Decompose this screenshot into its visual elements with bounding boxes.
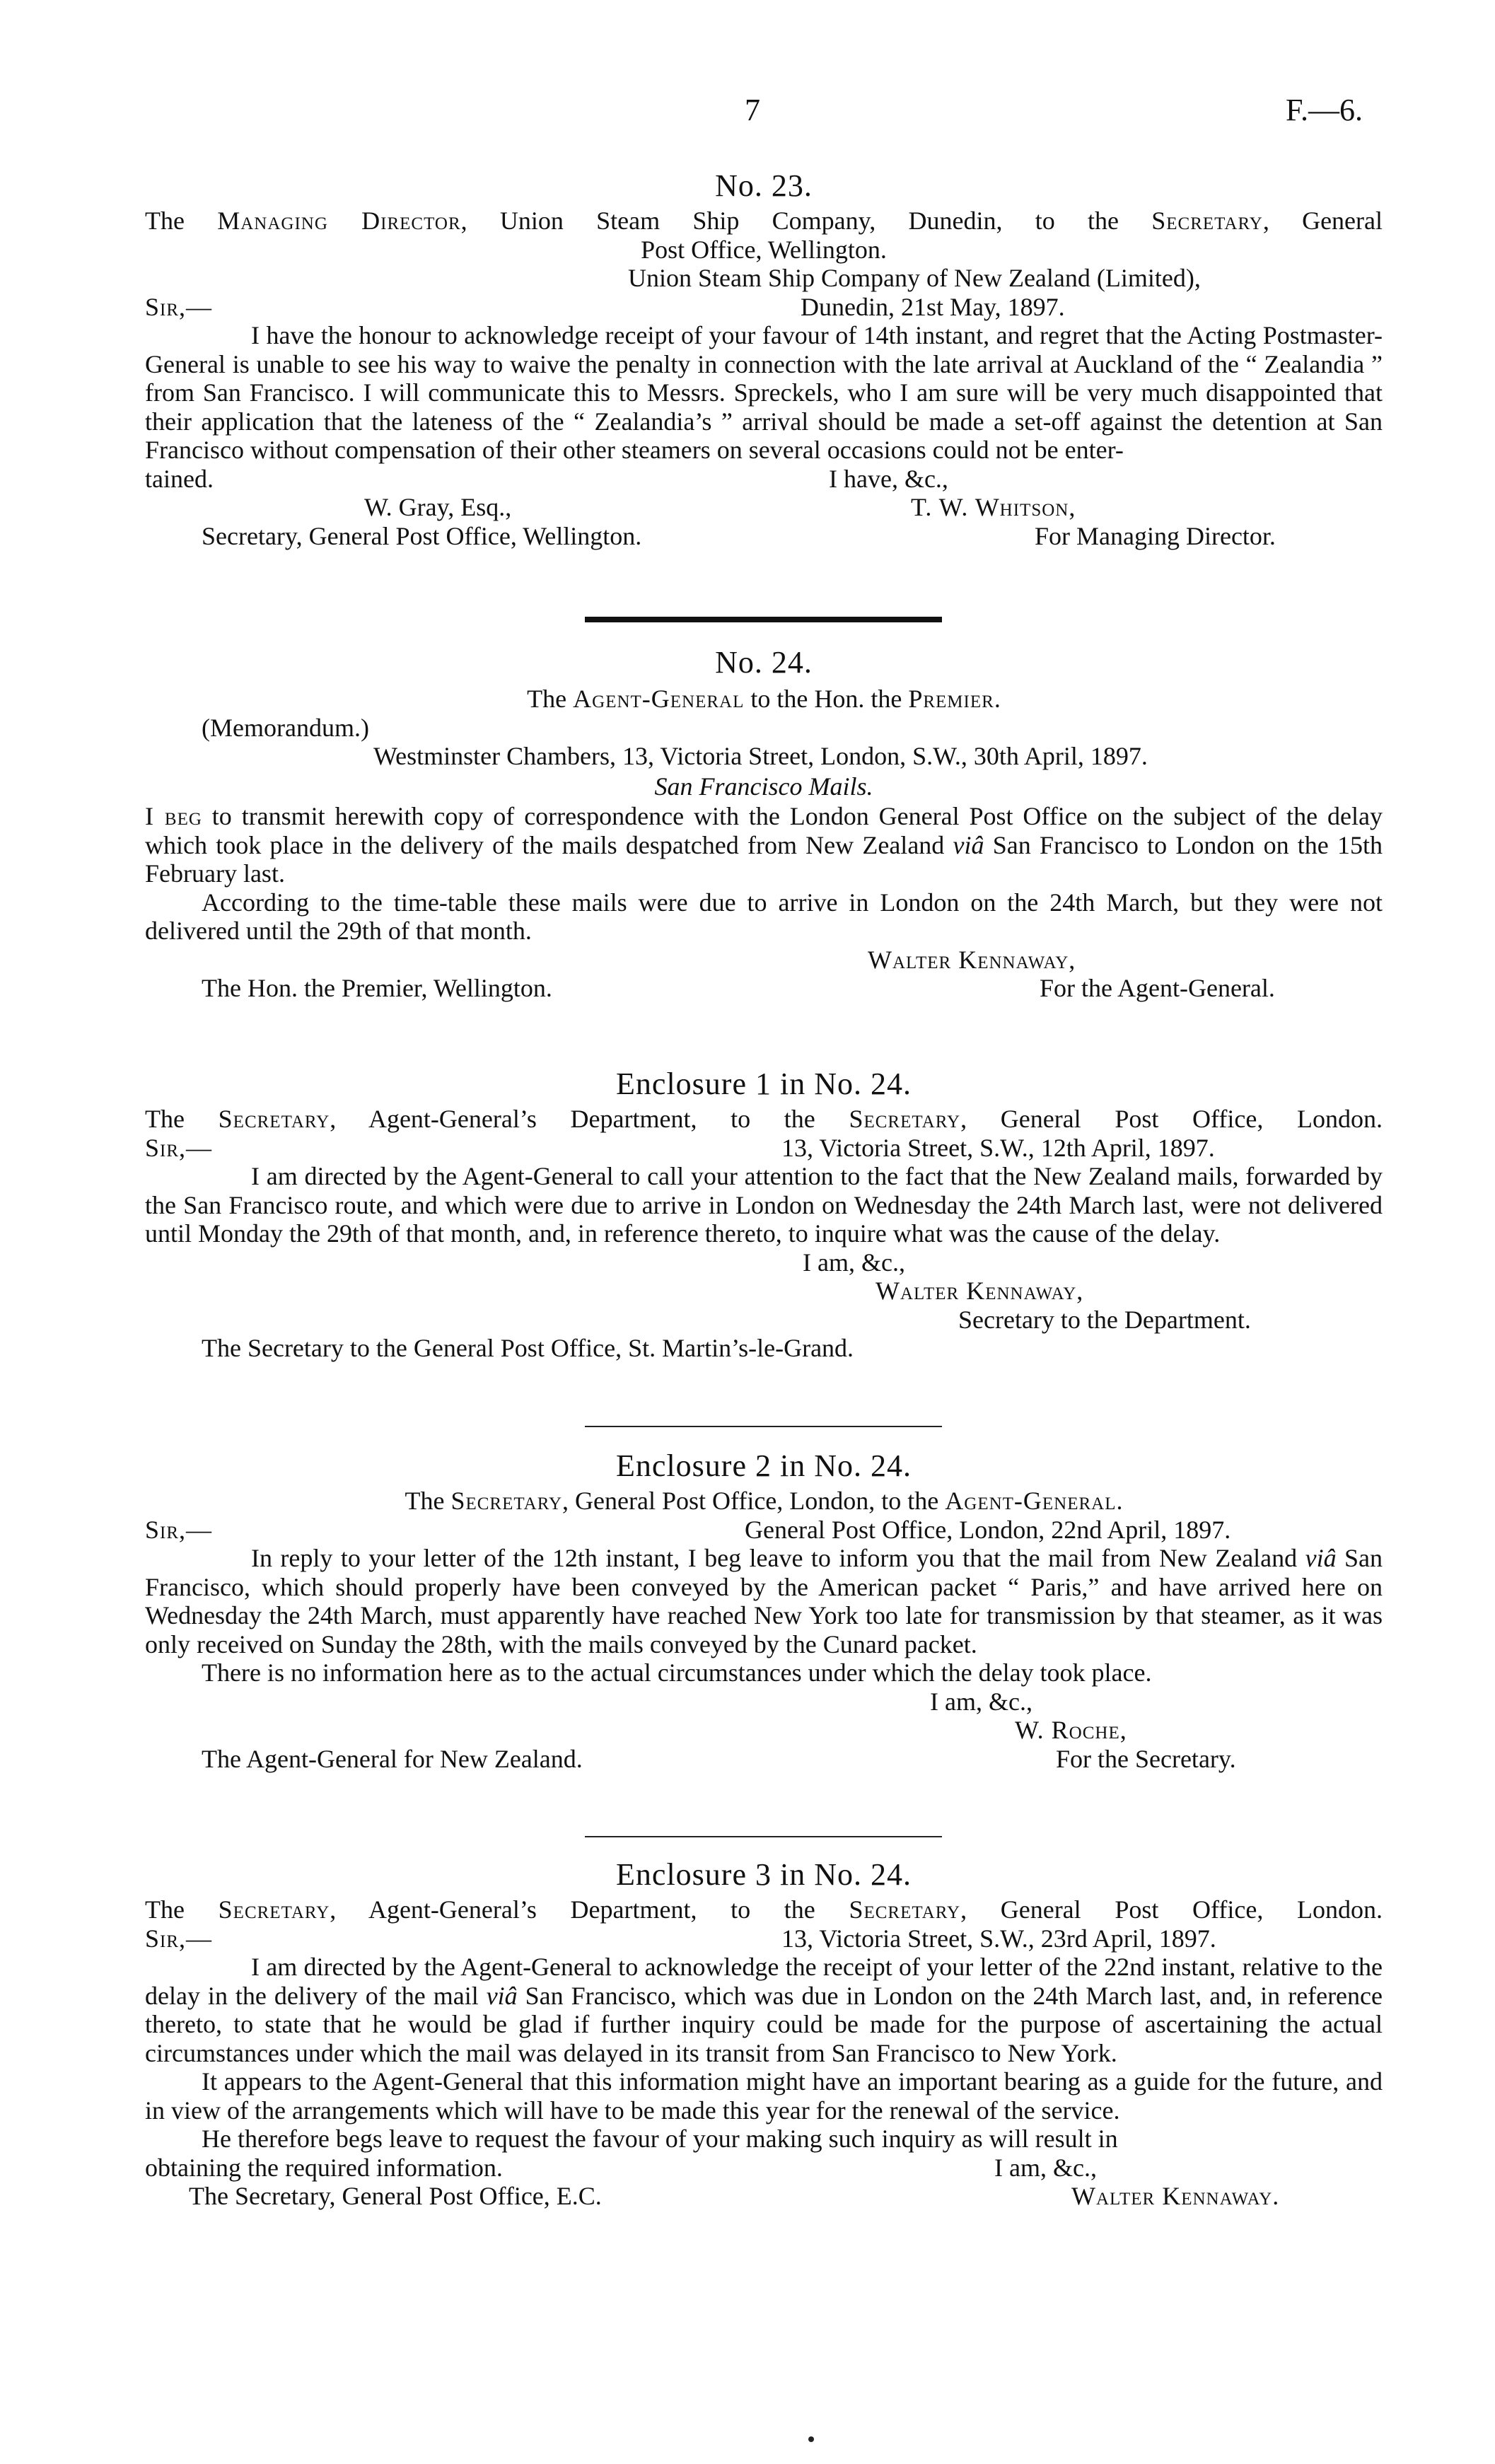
signatory: W. Roche,: [1015, 1716, 1127, 1744]
section-divider-thick: [585, 617, 942, 622]
letter-heading: The Secretary, General Post Office, London, to the Agent-General.: [405, 1487, 1123, 1515]
letter-body-end: obtaining the required information.: [145, 2153, 503, 2182]
section-title: No. 24.: [715, 645, 813, 680]
signatory: Walter Kennaway,: [876, 1277, 1084, 1305]
letter-heading: The Managing Director, Union Steam Ship Company, Dunedin, to the Secretary, General: [145, 207, 1383, 235]
letter-body-p2: There is no information here as to the actual circumstances under which the delay took place.: [202, 1658, 1152, 1687]
signatory: T. W. Whitson,: [911, 493, 1076, 521]
salutation: Sir,—: [145, 1133, 213, 1162]
addressee: The Secretary to the General Post Office, St. Martin’s-le-Grand.: [202, 1334, 854, 1362]
signatory: Walter Kennaway.: [1071, 2182, 1280, 2210]
memo-subject: San Francisco Mails.: [654, 772, 873, 801]
addressee: The Hon. the Premier, Wellington.: [202, 974, 552, 1002]
closing: I am, &c.,: [930, 1687, 1032, 1716]
letter-heading-line2: Post Office, Wellington.: [641, 235, 887, 264]
letter-heading: The Secretary, Agent-General’s Department, to the Secretary, General Post Office, London.: [145, 1105, 1383, 1133]
section-title: Enclosure 3 in No. 24.: [616, 1857, 912, 1892]
letter-heading: The Secretary, Agent-General’s Department, to the Secretary, General Post Office, London.: [145, 1895, 1383, 1924]
signatory-title: For the Secretary.: [1056, 1744, 1236, 1773]
enclosure-1: [145, 1067, 1383, 1363]
address-line: Westminster Chambers, 13, Victoria Street, London, S.W., 30th April, 1897.: [373, 742, 1148, 770]
page-dot-mark: [808, 2436, 814, 2442]
letter-body: In reply to your letter of the 12th instant, I beg leave to inform you that the mail from New Zealand viâ San Francisco, which should properly have been conveyed by the American packet “ Paris,” and have arrived here on Wednesday the 24th March, must apparently have reached New York too late for transmission by that steamer, as it was only received on Sunday the 28th, with the mails conveyed by the Cunard packet.: [145, 1544, 1383, 1658]
letter-body-p2: It appears to the Agent-General that this information might have an important bearing as a guide for the future, and in view of the arrangements which will have to be made this year for the renewal of the service.: [145, 2067, 1383, 2125]
section-title: Enclosure 2 in No. 24.: [616, 1448, 912, 1483]
salutation: Sir,—: [145, 292, 213, 321]
addressee-title: Secretary, General Post Office, Wellington.: [202, 521, 642, 550]
page-number: 7: [745, 93, 760, 127]
closing: I am, &c.,: [994, 2153, 1097, 2182]
signatory-title: For the Agent-General.: [1040, 974, 1275, 1002]
signatory: Walter Kennaway,: [868, 945, 1076, 974]
memo-label: (Memorandum.): [202, 713, 369, 742]
document-reference: F.—6.: [1286, 93, 1363, 127]
section-title: No. 23.: [715, 168, 813, 203]
salutation: Sir,—: [145, 1515, 213, 1544]
memo-body: I beg to transmit herewith copy of correspondence with the London General Post Office on the subject of the delay which took place in the delivery of the mails despatched from New Zealand viâ San Francisco to London on the 15th February last.: [145, 802, 1383, 888]
enclosure-3: [145, 1857, 1383, 2211]
letter-no-23: [145, 168, 1383, 550]
date-line: 13, Victoria Street, S.W., 12th April, 1897.: [781, 1133, 1215, 1162]
memo-heading: The Agent-General to the Hon. the Premier.: [527, 685, 1001, 713]
closing: I am, &c.,: [803, 1248, 905, 1277]
letter-body: I am directed by the Agent-General to call your attention to the fact that the New Zealand mails, forwarded by the San Francisco route, and which were due to arrive in London on Wednesday the 24th March last, were not delivered until Monday the 29th of that month, and, in reference thereto, to inquire what was the cause of the delay.: [145, 1162, 1383, 1248]
section-divider: [585, 1836, 942, 1837]
memo-no-24: [145, 645, 1383, 1003]
salutation: Sir,—: [145, 1924, 213, 1953]
section-title: Enclosure 1 in No. 24.: [616, 1067, 912, 1101]
addressee: The Secretary, General Post Office, E.C.: [189, 2182, 602, 2210]
signatory-title: For Managing Director.: [1035, 521, 1276, 550]
closing: I have, &c.,: [829, 464, 948, 493]
addressee-name: W. Gray, Esq.,: [364, 493, 512, 521]
signatory-title: Secretary to the Department.: [958, 1305, 1251, 1334]
address-line: Union Steam Ship Company of New Zealand (Limited),: [628, 264, 1201, 292]
addressee: The Agent-General for New Zealand.: [202, 1744, 583, 1773]
letter-body-p3: He therefore begs leave to request the favour of your making such inquiry as will result in: [202, 2125, 1118, 2153]
enclosure-2: [145, 1448, 1383, 1773]
memo-body-p2: According to the time-table these mails were due to arrive in London on the 24th March, but they were not delivered until the 29th of that month.: [145, 888, 1383, 945]
letter-body: I am directed by the Agent-General to acknowledge the receipt of your letter of the 22nd instant, relative to the delay in the delivery of the mail viâ San Francisco, which was due in London on the 24th March last, and, in reference thereto, to state that he would be glad if further inquiry could be made for the purpose of ascertaining the actual circumstances under which the mail was delayed in its transit from San Francisco to New York.: [145, 1953, 1383, 2067]
date-line: General Post Office, London, 22nd April, 1897.: [745, 1515, 1231, 1544]
letter-body: I have the honour to acknowledge receipt of your favour of 14th instant, and regret that the Acting Postmaster-General is unable to see his way to waive the penalty in connection with the late arrival at Auckland of the “ Zealandia ” from San Francisco. I will communicate this to Messrs. Spreckels, who I am sure will be very much disappointed that their application that the lateness of the “ Zealandia’s ” arrival should be made a set-off against the detention at San Francisco without compensation of their other steamers on several occasions could not be enter-: [145, 321, 1383, 464]
letter-body-end: tained.: [145, 464, 214, 493]
date-line: Dunedin, 21st May, 1897.: [801, 292, 1065, 321]
date-line: 13, Victoria Street, S.W., 23rd April, 1897.: [781, 1924, 1216, 1953]
section-divider: [585, 1426, 942, 1427]
